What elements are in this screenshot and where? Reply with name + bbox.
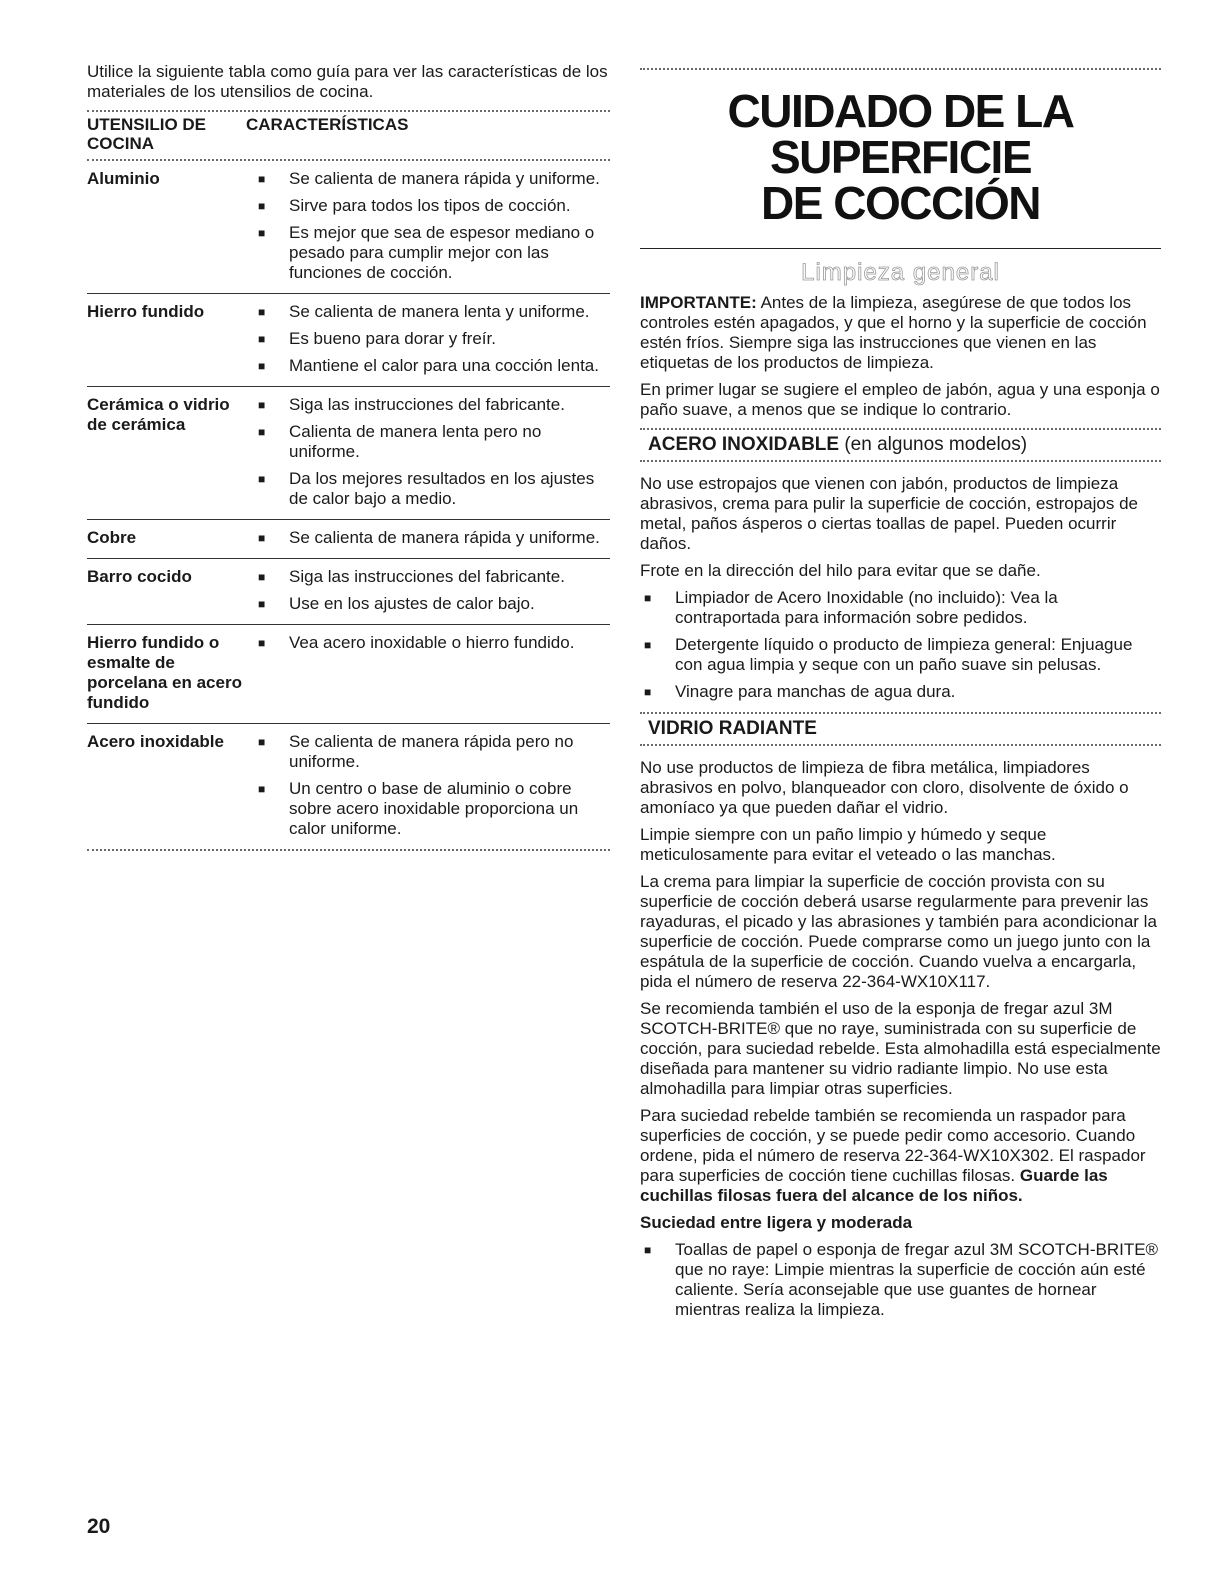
- cleaning-section: [640, 68, 1161, 1327]
- table-row: [87, 559, 610, 625]
- steel-heading-rest: (en algunos modelos): [839, 434, 1028, 455]
- dotted-divider: [640, 460, 1161, 462]
- bullet-icon: [258, 395, 270, 407]
- feature-item: [246, 395, 610, 415]
- glass-paragraph-3: La crema para limpiar la superficie de cocción provista con su superficie de cocción deberá usarse regularmente para prevenir las rayaduras, el picado y las abrasiones y también para acondicionar la superficie de cocción. Puede comprarse como un juego junto con la espátula de la superficie de cocción. Cuando vuelva a encargarla, pida el número de reserva 22-364-WX10X117.: [640, 872, 1157, 991]
- bullet-icon: [258, 633, 270, 645]
- safety-warning: Guarde las cuchillas filosas fuera del alcance de los niños.: [640, 1166, 1108, 1205]
- feature-text: Un centro o base de aluminio o cobre sobre acero inoxidable proporciona un calor uniforme.: [289, 779, 579, 838]
- page-number: 20: [87, 1515, 111, 1538]
- title-line-2: DE COCCIÓN: [761, 177, 1040, 229]
- dotted-divider: [87, 849, 610, 851]
- header-cookware: UTENSILIO DE COCINA: [87, 115, 207, 153]
- feature-item: [246, 302, 610, 322]
- feature-list: [246, 528, 610, 548]
- bullet-icon: [644, 1240, 656, 1252]
- bullet-icon: [258, 356, 270, 368]
- glass-paragraph-4: Se recomienda también el uso de la esponja de fregar azul 3M SCOTCH-BRITE® que no raye, suministrada con su superficie de cocción, para suciedad rebelde. Esta almohadilla está especialmente diseñada para mantener su vidrio radiante limpio. No use esta almohadilla para limpiar otras superficies.: [640, 999, 1161, 1098]
- bullet-icon: [258, 422, 270, 434]
- steel-paragraph-1: No use estropajos que vienen con jabón, productos de limpieza abrasivos, crema para pulir la superficie de cocción, estropajos de metal, paños ásperos o ciertas toallas de papel. Pueden ocurrir daños.: [640, 474, 1138, 553]
- feature-item: [246, 567, 610, 587]
- steel-heading-bold: ACERO INOXIDABLE: [648, 434, 840, 455]
- bullet-icon: [258, 302, 270, 314]
- bullet-icon: [258, 329, 270, 341]
- feature-text: Mantiene el calor para una cocción lenta.: [289, 356, 599, 375]
- page-title: [640, 85, 1161, 229]
- intro-text: Utilice la siguiente tabla como guía para ver las características de los materiales de los utensilios de cocina.: [87, 62, 608, 101]
- material-name: Hierro fundido o esmalte de porcelana en acero fundido: [87, 633, 242, 712]
- title-line-1: CUIDADO DE LA SUPERFICIE: [727, 85, 1074, 183]
- feature-text: Use en los ajustes de calor bajo.: [289, 594, 535, 613]
- glass-bullet: ■ Toallas de papel o esponja de fregar azul 3M SCOTCH-BRITE® que no raye: Limpie mientras la superficie de cocción aún esté caliente. Sería aconsejable que use guantes de hornear mientras realiza la limpieza.: [640, 1240, 1161, 1320]
- feature-text: Da los mejores resultados en los ajustes de calor bajo a medio.: [289, 469, 595, 508]
- bullet-icon: [258, 567, 270, 579]
- bullet-icon: [258, 594, 270, 606]
- feature-item: [246, 223, 610, 283]
- important-text: Antes de la limpieza, asegúrese de que todos los controles estén apagados, y que el horno y la superficie de cocción estén fríos. Siempre siga las instrucciones que vienen en las etiquetas de los productos de limpieza.: [640, 293, 1147, 372]
- steel-paragraph-2: Frote en la dirección del hilo para evitar que se dañe.: [640, 561, 1041, 580]
- steel-bullet: ■ Detergente líquido o producto de limpieza general: Enjuague con agua limpia y seque con un paño suave sin pelusas.: [640, 635, 1161, 675]
- glass-paragraph-2: Limpie siempre con un paño limpio y húmedo y seque meticulosamente para evitar el veteado o las manchas.: [640, 825, 1056, 864]
- material-name: Cobre: [87, 528, 137, 547]
- steel-heading: [648, 434, 1161, 456]
- glass-subheading: Suciedad entre ligera y moderada: [640, 1213, 913, 1232]
- bullet-icon: [644, 635, 656, 647]
- feature-item: [246, 169, 610, 189]
- material-name: Hierro fundido: [87, 302, 205, 321]
- table-row: [87, 161, 610, 294]
- glass-heading-text: VIDRIO RADIANTE: [648, 718, 817, 739]
- feature-text: Es mejor que sea de espesor mediano o pesado para cumplir mejor con las funciones de cocción.: [289, 223, 595, 282]
- material-name: Barro cocido: [87, 567, 192, 586]
- feature-list: [246, 169, 610, 283]
- feature-list: [246, 633, 610, 713]
- bullet-icon: [258, 779, 270, 791]
- feature-item: [246, 422, 610, 462]
- glass-paragraph-5: Para suciedad rebelde también se recomienda un raspador para superficies de cocción, y se puede pedir como accesorio. Cuando ordene, pida el número de reserva 22-364-WX10X302. El raspador para superficies de cocción tiene cuchillas filosas. Guarde las cuchillas filosas fuera del alcance de los niños.: [640, 1106, 1146, 1205]
- feature-text: Siga las instrucciones del fabricante.: [289, 567, 565, 586]
- feature-text: Calienta de manera lenta pero no uniforme.: [289, 422, 542, 461]
- feature-text: Se calienta de manera lenta y uniforme.: [289, 302, 590, 321]
- feature-text: Se calienta de manera rápida pero no uniforme.: [289, 732, 574, 771]
- feature-item: [246, 633, 610, 653]
- table-row: [87, 387, 610, 520]
- feature-item: [246, 196, 610, 216]
- glass-paragraph-1: No use productos de limpieza de fibra metálica, limpiadores abrasivos en polvo, blanqueador con cloro, disolvente de óxido o amoníaco ya que pueden dañar el vidrio.: [640, 758, 1129, 817]
- table-row: [87, 520, 610, 559]
- material-name: Acero inoxidable: [87, 732, 224, 751]
- section-subtitle: Limpieza general: [801, 259, 1000, 286]
- feature-item: [246, 356, 610, 376]
- feature-text: Es bueno para dorar y freír.: [289, 329, 496, 348]
- important-note: [640, 293, 1161, 373]
- feature-text: Siga las instrucciones del fabricante.: [289, 395, 565, 414]
- dotted-divider: [640, 68, 1161, 70]
- important-label: IMPORTANTE:: [640, 293, 757, 312]
- bullet-icon: [258, 196, 270, 208]
- material-name: Aluminio: [87, 169, 160, 188]
- glass-heading: [648, 718, 1161, 740]
- feature-text: Sirve para todos los tipos de cocción.: [289, 196, 571, 215]
- feature-list: [246, 567, 610, 614]
- table-row: [87, 625, 610, 724]
- bullet-icon: [644, 588, 656, 600]
- table-header: [87, 112, 610, 159]
- feature-item: [246, 594, 610, 614]
- feature-list: [246, 395, 610, 509]
- feature-text: Vea acero inoxidable o hierro fundido.: [289, 633, 575, 652]
- bullet-icon: [644, 682, 656, 694]
- feature-item: [246, 732, 610, 772]
- material-name: Cerámica o vidrio de cerámica: [87, 395, 230, 434]
- header-characteristics: CARACTERÍSTICAS: [246, 115, 409, 134]
- general-text: En primer lugar se sugiere el empleo de jabón, agua y una esponja o paño suave, a menos que se indique lo contrario.: [640, 380, 1160, 419]
- bullet-icon: [258, 169, 270, 181]
- bullet-icon: [258, 528, 270, 540]
- feature-item: [246, 329, 610, 349]
- table-row: [87, 724, 610, 849]
- dotted-divider: [640, 428, 1161, 430]
- bullet-icon: [258, 469, 270, 481]
- steel-bullet: ■ Vinagre para manchas de agua dura.: [640, 682, 1161, 702]
- feature-list: [246, 302, 610, 376]
- feature-text: Se calienta de manera rápida y uniforme.: [289, 169, 600, 188]
- bullet-icon: [258, 732, 270, 744]
- solid-divider: [640, 248, 1161, 249]
- dotted-divider: [640, 712, 1161, 714]
- feature-text: Se calienta de manera rápida y uniforme.: [289, 528, 600, 547]
- steel-bullet: ■ Limpiador de Acero Inoxidable (no incluido): Vea la contraportada para información sobre pedidos.: [640, 588, 1161, 628]
- cookware-table: [87, 161, 610, 849]
- feature-item: [246, 469, 610, 509]
- feature-item: [246, 779, 610, 839]
- cookware-guide: [87, 62, 610, 851]
- table-row: [87, 294, 610, 387]
- bullet-icon: [258, 223, 270, 235]
- feature-list: [246, 732, 610, 839]
- feature-item: [246, 528, 610, 548]
- dotted-divider: [640, 744, 1161, 746]
